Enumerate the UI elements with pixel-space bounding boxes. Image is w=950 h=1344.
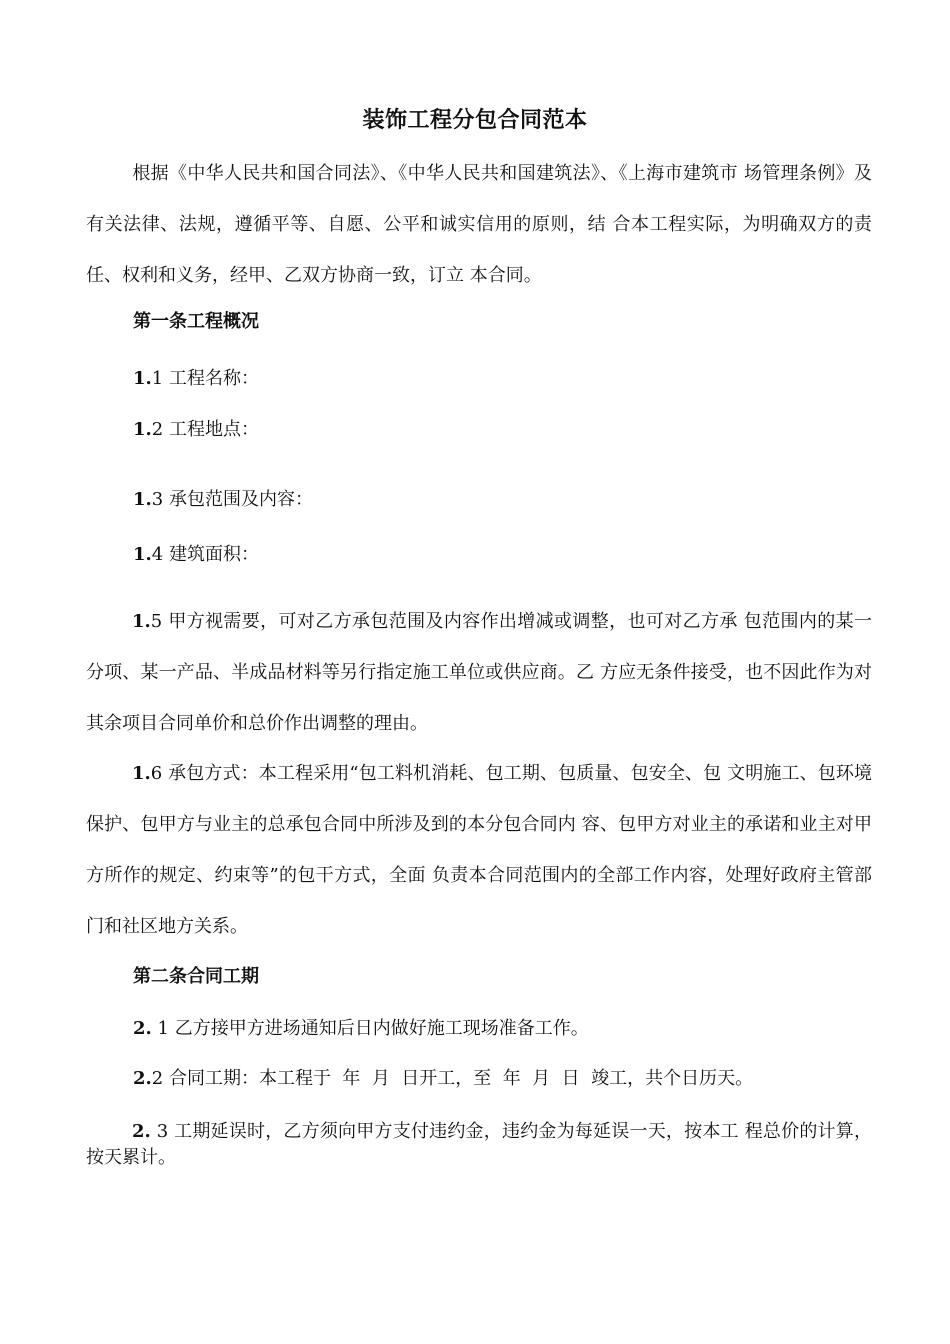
clause-1-2 [133, 415, 259, 441]
clause-number: 1. [133, 544, 152, 565]
clause-2-1 [133, 1014, 589, 1040]
clause-text: 5 甲方视需要，可对乙方承包范围及内容作出增减或调整，也可对乙方承 包范围内的某一分项、某一产品、半成品材料等另行指定施工单位或供应商。乙 方应无条件接受，也不因此作为对其余项目合同单价和总价作出调整的理由。 [86, 611, 872, 734]
clause-1-1 [133, 364, 259, 390]
section-2-heading: 第二条合同工期 [133, 966, 259, 987]
clause-number: 1. [133, 489, 152, 510]
intro-paragraph [86, 148, 872, 301]
clause-text: 6 承包方式：本工程采用“包工料机消耗、包工期、包质量、包安全、包 文明施工、包环境保护、包甲方与业主的总承包合同中所涉及到的本分包合同内 容、包甲方对业主的承诺和业主对甲方所作的规定、约束等”的包干方式，全面 负责本合同范围内的全部工作内容，处理好政府主管部门和社区地方关系。 [86, 763, 872, 937]
clause-number: 1. [132, 763, 151, 784]
clause-text: 1 工程名称： [151, 368, 259, 389]
clause-1-6 [86, 748, 872, 952]
clause-2-3 [86, 1119, 872, 1171]
clause-number: 2. [132, 1121, 151, 1142]
clause-text: 2 合同工期：本工程于 年 月 日开工，至 年 月 日 竣工，共个日历天。 [151, 1068, 754, 1089]
clause-number: 2. [133, 1068, 152, 1089]
clause-1-3 [133, 485, 313, 511]
clause-number: 1. [133, 368, 152, 389]
intro-text: 根据《中华人民共和国合同法》、《中华人民共和国建筑法》、《上海市建筑市 场管理条例》及有关法律、法规，遵循平等、自愿、公平和诚实信用的原则，结 合本工程实际，为明确双方的责任、权利和义务，经甲、乙双方协商一致，订立 本合同。 [86, 163, 872, 286]
clause-2-2 [133, 1064, 753, 1090]
clause-number: 1. [133, 419, 152, 440]
clause-1-4 [133, 540, 259, 566]
clause-number: 2. [133, 1018, 152, 1039]
document-title: 装饰工程分包合同范本 [362, 108, 588, 133]
clause-text: 3 承包范围及内容： [151, 489, 313, 510]
clause-text: 4 建筑面积： [151, 544, 259, 565]
clause-text: 3 工期延误时，乙方须向甲方支付违约金，违约金为每延误一天，按本工 程总价的计算，按天累计。 [86, 1121, 872, 1168]
clause-text: 1 乙方接甲方进场通知后日内做好施工现场准备工作。 [151, 1018, 589, 1039]
clause-1-5 [86, 596, 872, 749]
clause-text: 2 工程地点： [151, 419, 259, 440]
clause-number: 1. [132, 611, 151, 632]
section-1-heading: 第一条工程概况 [133, 311, 259, 332]
